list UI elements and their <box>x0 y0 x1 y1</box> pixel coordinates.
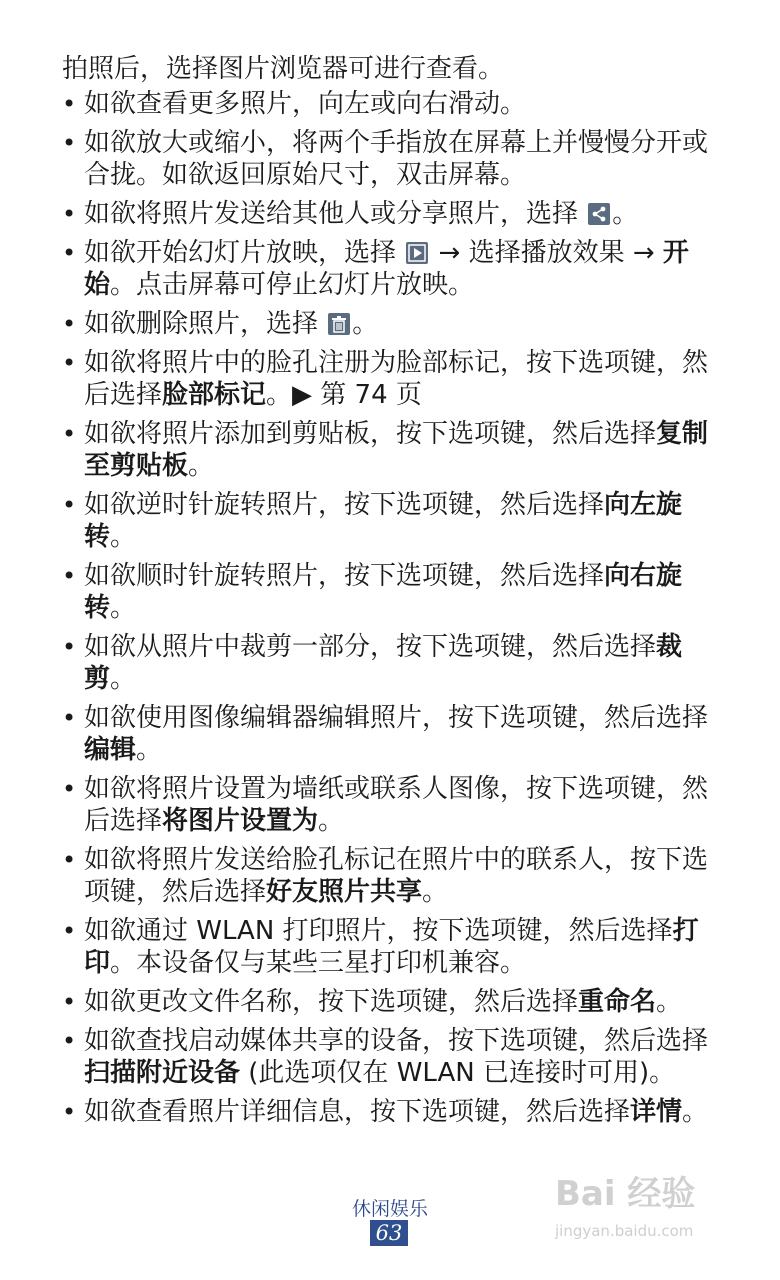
menu-option-label: 复制至剪贴板 <box>84 419 709 481</box>
item-text: 。 <box>656 987 683 1017</box>
item-text: 如欲放大或缩小，将两个手指放在屏幕上并慢慢分开或合拢。如欲返回原始尺寸，双击屏幕。 <box>84 128 709 190</box>
page-number: 63 <box>370 1220 408 1246</box>
item-text: 如欲通过 WLAN 打印照片，按下选项键，然后选择 <box>84 916 673 946</box>
list-item <box>62 347 712 411</box>
item-text: 。 <box>110 664 137 694</box>
trash-icon <box>328 313 350 335</box>
item-text: 如欲顺时针旋转照片，按下选项键，然后选择 <box>84 561 605 591</box>
list-item <box>62 308 712 340</box>
menu-option-label: 好友照片共享 <box>266 877 423 907</box>
watermark-logo: Bai 经验 <box>555 1174 696 1214</box>
play-icon <box>406 242 428 264</box>
list-item <box>62 986 712 1018</box>
item-text: 。 <box>188 451 215 481</box>
share-icon <box>588 203 610 225</box>
list-item <box>62 560 712 624</box>
item-text: 如欲删除照片，选择 <box>84 309 327 339</box>
instruction-list <box>62 88 712 1135</box>
item-text: 。 <box>352 309 379 339</box>
item-text: 。本设备仅与某些三星打印机兼容。 <box>110 948 527 978</box>
list-item <box>62 1096 712 1128</box>
item-text: 如欲从照片中裁剪一部分，按下选项键，然后选择 <box>84 632 657 662</box>
menu-option-label: 打印 <box>84 916 699 978</box>
section-title: 休闲娱乐 <box>351 1198 428 1220</box>
baidu-jingyan-watermark <box>555 1166 745 1250</box>
item-text: 。 <box>682 1097 709 1127</box>
item-text: (此选项仅在 WLAN 已连接时可用)。 <box>240 1058 676 1088</box>
list-item <box>62 844 712 908</box>
item-text: 如欲使用图像编辑器编辑照片，按下选项键，然后选择 <box>84 703 709 733</box>
item-text: 。▶ 第 74 页 <box>266 380 422 410</box>
list-item <box>62 631 712 695</box>
item-text: 如欲查看更多照片，向左或向右滑动。 <box>84 89 527 119</box>
item-text: 如欲将照片发送给其他人或分享照片，选择 <box>84 199 587 229</box>
menu-option-label: 向右旋转 <box>84 561 683 623</box>
item-text: 如欲查看照片详细信息，按下选项键，然后选择 <box>84 1097 631 1127</box>
list-item <box>62 489 712 553</box>
list-item <box>62 198 712 230</box>
item-text: 。 <box>110 593 137 623</box>
item-text: 如欲将照片中的脸孔注册为脸部标记，按下选项键，然后选择 <box>84 348 709 410</box>
list-item <box>62 773 712 837</box>
list-item <box>62 1025 712 1089</box>
menu-option-label: 重命名 <box>578 987 657 1017</box>
item-text: 如欲开始幻灯片放映，选择 <box>84 238 405 268</box>
list-item <box>62 915 712 979</box>
item-text: 如欲将照片添加到剪贴板，按下选项键，然后选择 <box>84 419 657 449</box>
item-text: 。 <box>422 877 449 907</box>
item-text: 。 <box>110 522 137 552</box>
item-text: 如欲查找启动媒体共享的设备，按下选项键，然后选择 <box>84 1026 709 1056</box>
list-item <box>62 88 712 120</box>
item-text: 如欲将照片发送给脸孔标记在照片中的联系人，按下选项键，然后选择 <box>84 845 709 907</box>
menu-option-label: 向左旋转 <box>84 490 683 552</box>
intro-text: 拍照后，选择图片浏览器可进行查看。 <box>62 54 505 84</box>
item-text: 。 <box>612 199 639 229</box>
list-item <box>62 702 712 766</box>
menu-option-label: 详情 <box>630 1097 683 1127</box>
item-text: 如欲更改文件名称，按下选项键，然后选择 <box>84 987 579 1017</box>
item-text: 如欲将照片设置为墙纸或联系人图像，按下选项键，然后选择 <box>84 774 709 836</box>
item-text: 如欲逆时针旋转照片，按下选项键，然后选择 <box>84 490 605 520</box>
menu-option-label: 编辑 <box>84 735 137 765</box>
list-item <box>62 127 712 191</box>
list-item <box>62 418 712 482</box>
menu-option-label: 开始 <box>84 238 689 300</box>
list-item <box>62 237 712 301</box>
menu-option-label: 将图片设置为 <box>162 806 319 836</box>
watermark-url: jingyan.baidu.com <box>555 1222 694 1240</box>
menu-option-label: 脸部标记 <box>162 380 267 410</box>
item-text: 。 <box>318 806 345 836</box>
item-text: 。 <box>136 735 163 765</box>
menu-option-label: 裁剪 <box>84 632 683 694</box>
menu-option-label: 扫描附近设备 <box>84 1058 241 1088</box>
item-text: 。点击屏幕可停止幻灯片放映。 <box>110 270 475 300</box>
item-text: → 选择播放效果 → <box>430 238 663 268</box>
